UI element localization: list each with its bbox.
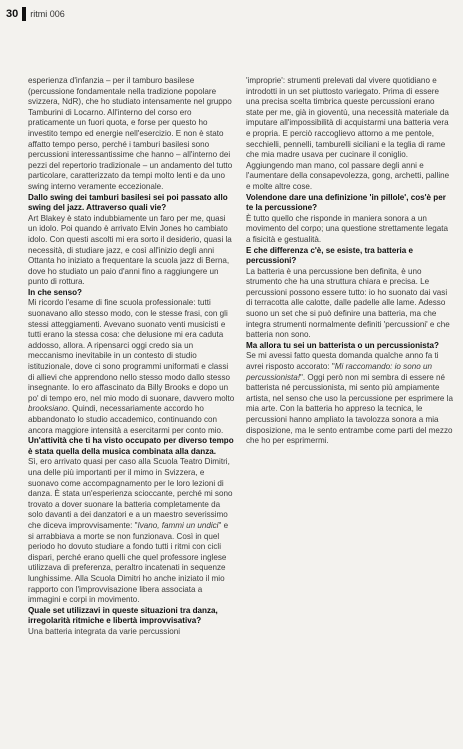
paragraph: 'improprie': strumenti prelevati dal vivere quotidiano e introdotti in un set piuttosto variegato. Prima di essere una precisa scelta timbrica queste percussioni erano state per me, già in gioventù, una necessità materiale da imputare all'impossibilità di acquistarmi una batteria vera e propria. E perciò raccoglievo attorno a me pentole, secchielli, pennelli, tamburelli siciliani e la teglia di rame che mia madre usava per cucinare il coniglio. Aggiungendo man mano, col passare degli anni e l'aumentare della consapevolezza, gong, archetti, palline e molte altre cose. bbox=[246, 76, 450, 191]
header-divider-bar bbox=[22, 7, 26, 21]
interview-question: In che senso? bbox=[28, 287, 82, 297]
paragraph: esperienza d'infanzia – per il tamburo basilese (percussione fondamentale nella tradizione popolare svizzera, NdR), che ho studiato intensamente nel gruppo Tamburini di Locarno. All'interno del corso ero praticamente un fuori quota, e forse per questo ho investito tempo ed energie nell'esercizio. E non è stato affatto tempo perso, perché i tamburi basilesi sono percussioni interessantissime che hanno – all'interno dei pezzi del repertorio tradizionale – un andamento del tutto particolare, caratterizzato da tempi molto lenti e da uno swing interno veramente eccezionale. bbox=[28, 76, 233, 191]
interview-question: E che differenza c'è, se esiste, tra batteria e percussioni? bbox=[246, 245, 414, 266]
interview-question: Ma allora tu sei un batterista o un percussionista? bbox=[246, 340, 439, 350]
interview-answer: Se mi avessi fatto questa domanda qualche anno fa ti avrei risposto accorato: "Mi raccomando: io sono un percussionista!". Oggi però non mi sembra di essere né batterista né percussionista, mi sento più ampiamente artista, nel senso che uso la percussione per esprimere la mia arte. Con la batteria ho appreso la tecnica, le percussioni hanno ampliato la tavolozza sonora a mia disposizione, ma le sento entrambe come parti del mezzo che ho per esprimermi. bbox=[246, 351, 453, 446]
interview-answer: È tutto quello che risponde in maniera sonora a un movimento del corpo; una questione strettamente legata a fisicità e gestualità. bbox=[246, 213, 449, 244]
interview-question: Dallo swing dei tamburi basilesi sei poi passato allo swing del jazz. Attraverso quali vie? bbox=[28, 192, 228, 213]
interview-question: Un'attività che ti ha visto occupato per diverso tempo è stata quella della musica combinata alla danza. bbox=[28, 436, 234, 456]
italic-quote: Mi raccomando: io sono un percussionista! bbox=[246, 362, 432, 382]
page-number: 30 bbox=[6, 8, 19, 20]
interview-question: Volendone dare una definizione 'in pillole', cos'è per te la percussione? bbox=[246, 192, 446, 213]
italic-quote: Ivano, fammi un undici bbox=[137, 520, 219, 530]
interview-answer: Una batteria integrata da varie percussioni bbox=[28, 626, 181, 636]
left-column bbox=[28, 76, 235, 637]
interview-answer: Art Blakey è stato indubbiamente un faro per me, quasi un idolo. Poi quando è arrivato Elvin Jones ho cambiato idolo. Con questi ascolti mi era sorto il desiderio, quasi la necessità, di studiare jazz, e così all'inizio degli anni Ottanta ho iniziato a frequentare la scuola jazz di Berna, dove ho studiato un paio d'anni fino a raggiungere un punto di rottura. bbox=[28, 213, 232, 287]
interview-answer: La batteria è una percussione ben definita, è uno strumento che ha una struttura chiara e precisa. Le percussioni possono essere tutto: io ho suonato dai vasi di terracotta alle calotte, dalle padelle alle lame. Adesso suono un set che si può definire una batteria, ma che integra strumenti normalmente definiti 'percussioni' e che batteria non sono. bbox=[246, 266, 450, 340]
interview-question: Quale set utilizzavi in queste situazioni tra danza, irregolarità ritmiche e libertà improvvisativa? bbox=[28, 605, 218, 626]
right-column bbox=[246, 76, 453, 447]
section-label: ritmi 006 bbox=[30, 9, 65, 19]
italic-term: brooksiano bbox=[28, 404, 68, 414]
interview-answer: Mi ricordo l'esame di fine scuola professionale: tutti suonavano allo stesso modo, con le stesse frasi, con gli stessi atteggiamenti. Avevano suonato venti musicisti e tutti erano la stessa cosa: che delusione mi era caduta addosso, allora. A ripensarci oggi credo sia un meccanismo inevitabile in un contesto di studio istituzionale, dove ci sono programmi uniformati e classi di allievi che apprendono nello stesso modo dallo stesso insegnante. Io ero affascinato da Billy Brooks e dopo un po' di tempo ero, nel mio modo di suonare, davvero molto brooksiano. Quindi, necessariamente accordo ho abbandonato lo studio accademico, continuando con ancora maggiore intensità a esercitarmi per conto mio. bbox=[28, 298, 235, 435]
interview-answer: Sì, ero arrivato quasi per caso alla Scuola Teatro Dimitri, una delle più importanti per il mimo in Svizzera, e suonavo come accompagnamento per le loro lezioni di danza. È stata un'esperienza scioccante, perché mi sono trovato a dover suonare la batteria completamente da solo davanti a dei danzatori e a un maestro severissimo che diceva improvvisamente: "Ivano, fammi un undici" e si arrabbiava a morte se non funzionava. Così in quel periodo ho dovuto studiare a fondo tutti i ritmi con cicli dispari, perché erano quelli che quel professore inglese utilizzava di preferenza, peraltro incatenati in sequenze lunghissime. Alla Scuola Dimitri ho anche iniziato il mio rapporto con l'improvvisazione libera associata a immagini e corpi in movimento. bbox=[28, 457, 233, 605]
page-header bbox=[6, 6, 65, 22]
